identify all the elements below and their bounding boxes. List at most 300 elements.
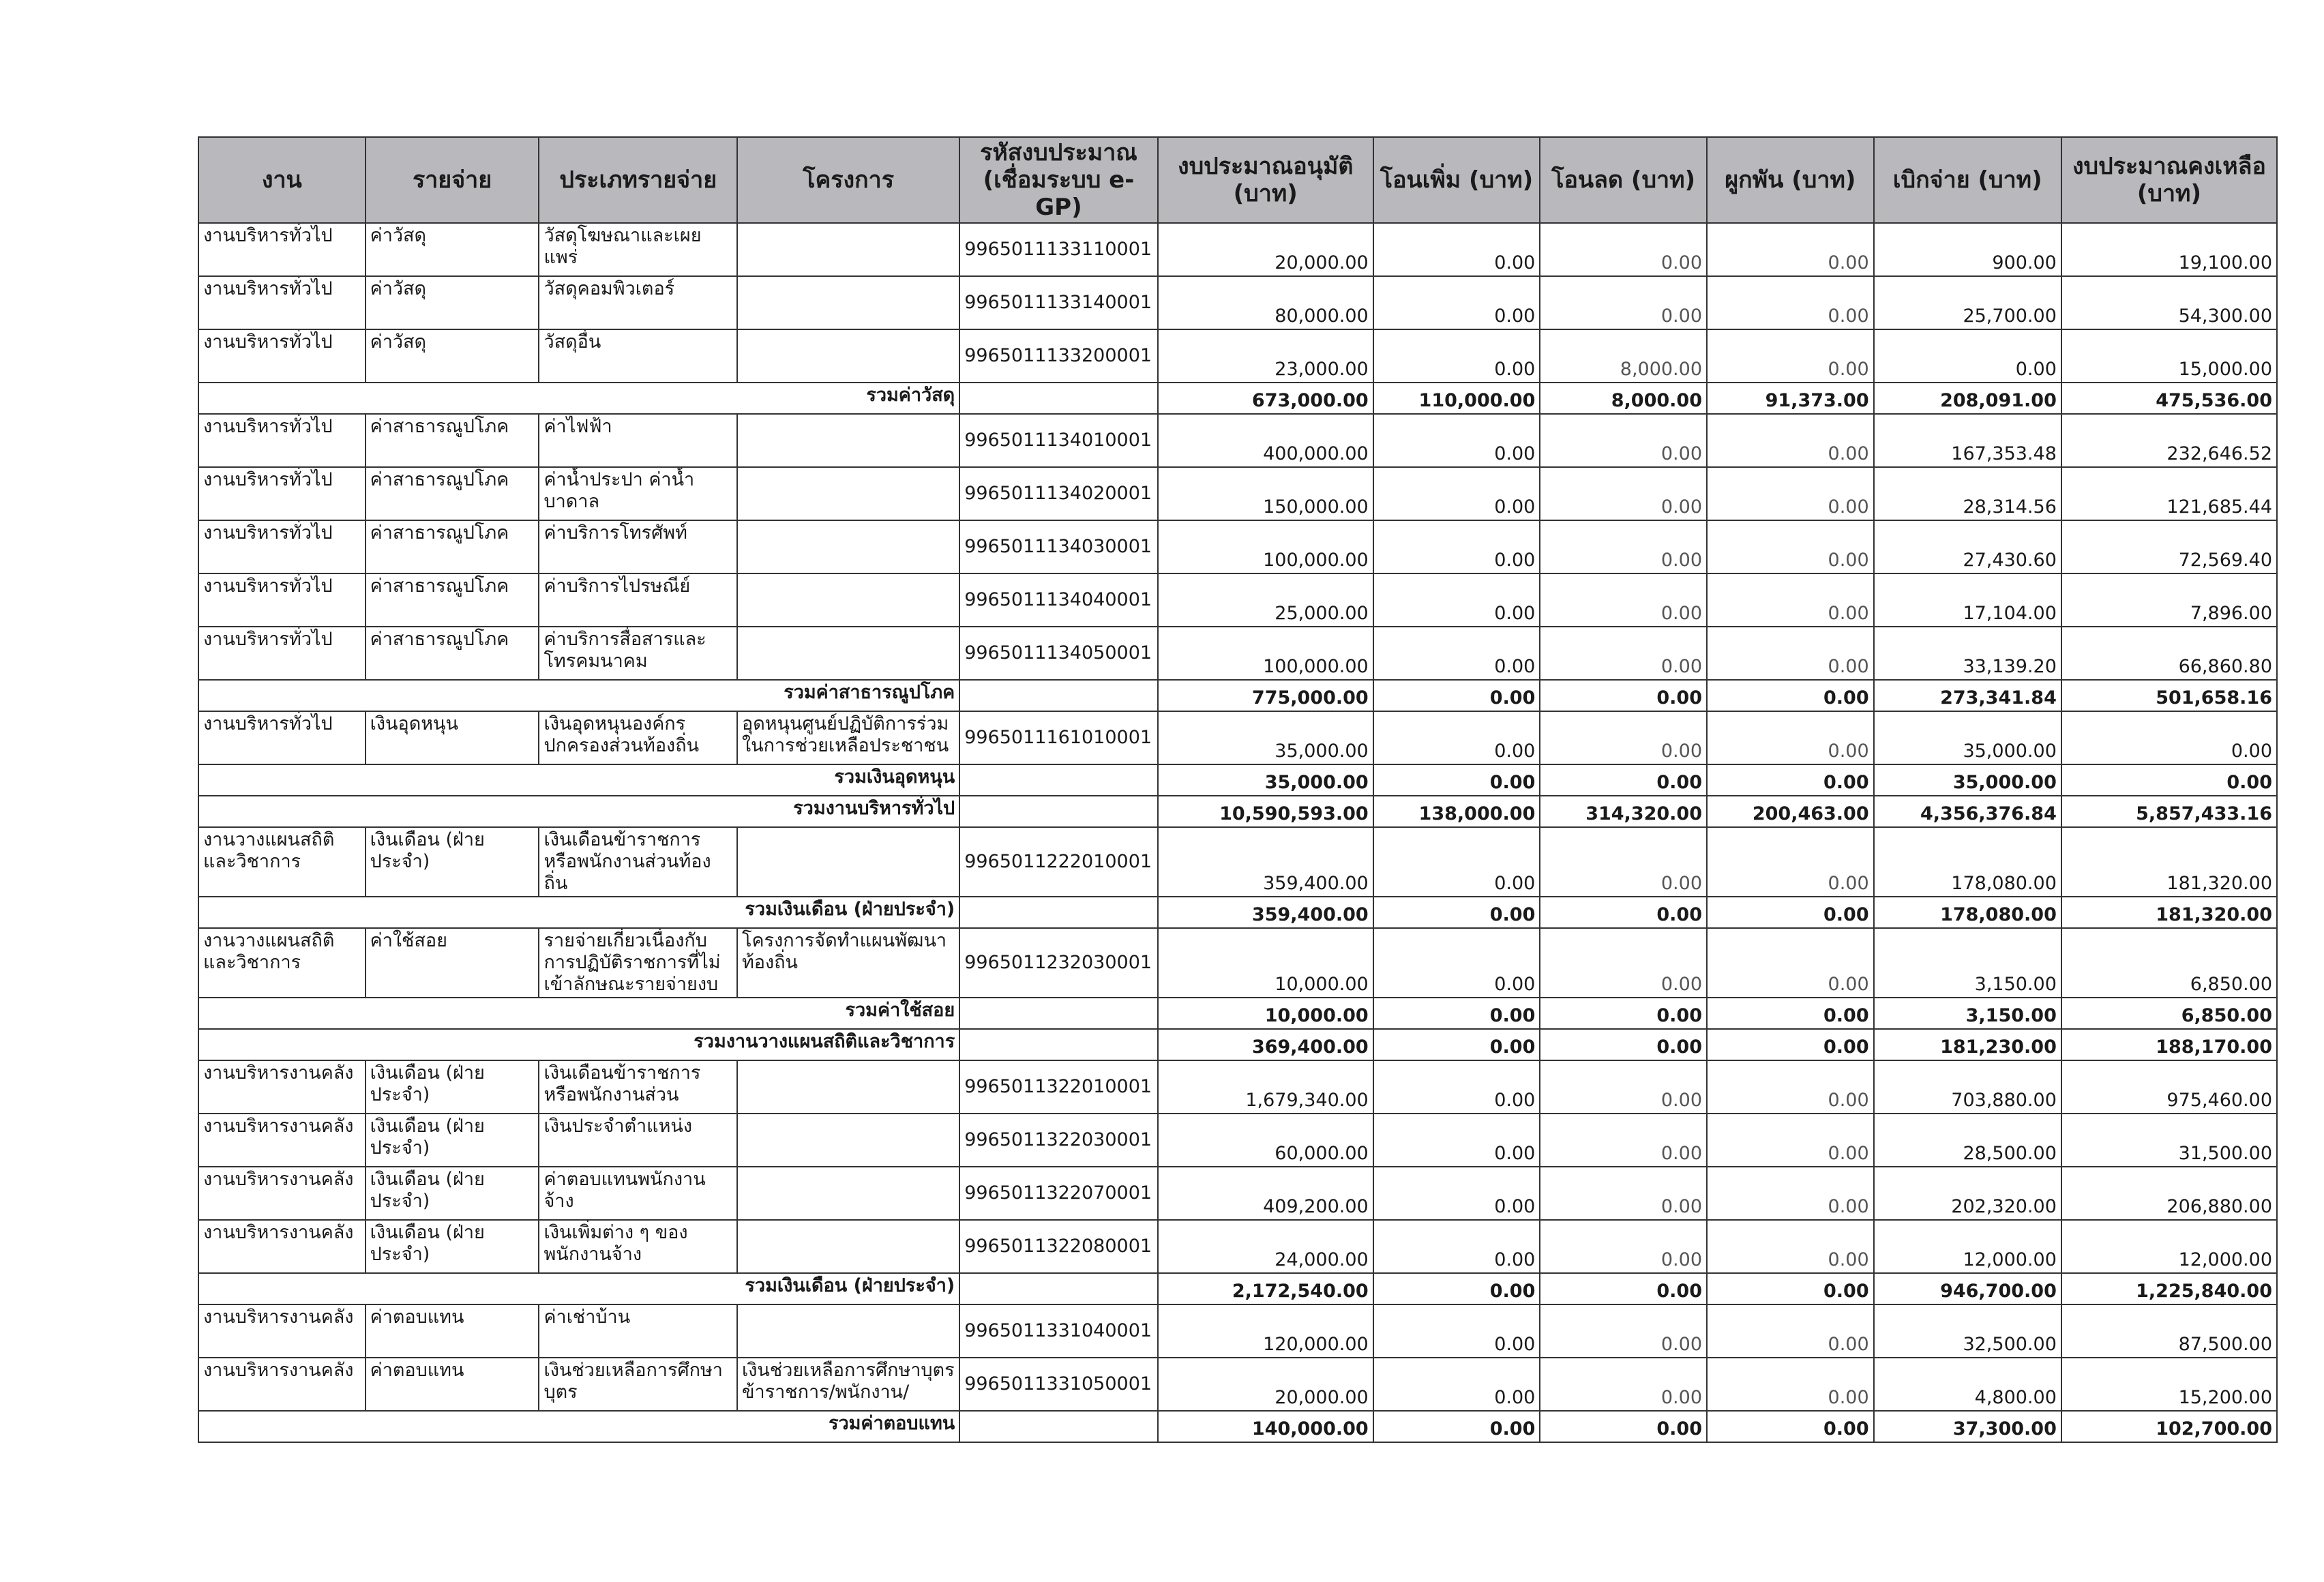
table-cell: 0.00 — [1707, 1220, 1874, 1273]
subtotal-value: 0.00 — [1540, 897, 1707, 928]
subtotal-label: รวมเงินเดือน (ฝ่ายประจำ) — [198, 1273, 959, 1304]
table-cell: 0.00 — [1373, 711, 1540, 764]
table-cell: เงินเดือน (ฝ่ายประจำ) — [366, 1114, 539, 1167]
table-cell: 0.00 — [1373, 1167, 1540, 1220]
table-cell: 0.00 — [1540, 827, 1707, 897]
subtotal-value: 0.00 — [1707, 1411, 1874, 1442]
table-cell: 400,000.00 — [1158, 414, 1373, 467]
table-cell: 0.00 — [1707, 1304, 1874, 1358]
table-cell: งานบริหารงานคลัง — [198, 1220, 366, 1273]
col-header: โครงการ — [737, 137, 959, 223]
table-cell: 0.00 — [1540, 627, 1707, 680]
table-cell: ค่าเช่าบ้าน — [539, 1304, 737, 1358]
subtotal-row — [198, 998, 2277, 1029]
table-cell: 120,000.00 — [1158, 1304, 1373, 1358]
table-cell: เงินเพิ่มต่าง ๆ ของพนักงานจ้าง — [539, 1220, 737, 1273]
col-header: โอนเพิ่ม (บาท) — [1373, 137, 1540, 223]
table-cell: งานบริหารทั่วไป — [198, 467, 366, 520]
table-cell: ค่าตอบแทน — [366, 1358, 539, 1411]
subtotal-value: 0.00 — [1373, 1029, 1540, 1060]
subtotal-value: 0.00 — [1373, 680, 1540, 711]
subtotal-value: 4,356,376.84 — [1874, 796, 2061, 827]
table-cell: 0.00 — [1707, 573, 1874, 627]
table-cell — [737, 573, 959, 627]
subtotal-value: 2,172,540.00 — [1158, 1273, 1373, 1304]
table-cell: 0.00 — [1707, 329, 1874, 383]
table-cell: งานบริหารทั่วไป — [198, 627, 366, 680]
table-cell: ค่าใช้สอย — [366, 928, 539, 998]
subtotal-value: 200,463.00 — [1707, 796, 1874, 827]
col-header: งาน — [198, 137, 366, 223]
table-row — [198, 928, 2277, 998]
table-cell: 15,200.00 — [2061, 1358, 2277, 1411]
table-cell: 0.00 — [1540, 928, 1707, 998]
table-cell: 0.00 — [1373, 1304, 1540, 1358]
table-cell: 10,000.00 — [1158, 928, 1373, 998]
col-header: งบประมาณคงเหลือ (บาท) — [2061, 137, 2277, 223]
table-row — [198, 520, 2277, 573]
table-cell: 0.00 — [1707, 1358, 1874, 1411]
table-cell — [737, 467, 959, 520]
table-cell: 9965011134020001 — [959, 467, 1158, 520]
table-cell: 87,500.00 — [2061, 1304, 2277, 1358]
table-cell — [737, 276, 959, 329]
table-cell: 24,000.00 — [1158, 1220, 1373, 1273]
table-cell: 9965011322080001 — [959, 1220, 1158, 1273]
subtotal-row — [198, 1273, 2277, 1304]
subtotal-value: 0.00 — [1707, 897, 1874, 928]
table-cell: 17,104.00 — [1874, 573, 2061, 627]
table-cell: ค่าสาธารณูปโภค — [366, 520, 539, 573]
table-cell: วัสดุโฆษณาและเผยแพร่ — [539, 223, 737, 276]
table-cell — [959, 796, 1158, 827]
subtotal-row — [198, 1029, 2277, 1060]
table-cell: ค่าวัสดุ — [366, 223, 539, 276]
table-cell — [737, 827, 959, 897]
table-cell — [737, 223, 959, 276]
table-cell: ค่าไฟฟ้า — [539, 414, 737, 467]
table-cell: งานบริหารงานคลัง — [198, 1358, 366, 1411]
table-cell: 19,100.00 — [2061, 223, 2277, 276]
table-cell: 0.00 — [1373, 520, 1540, 573]
table-cell: 1,679,340.00 — [1158, 1060, 1373, 1114]
table-cell: 0.00 — [1540, 414, 1707, 467]
table-cell: 232,646.52 — [2061, 414, 2277, 467]
subtotal-value: 0.00 — [1373, 1411, 1540, 1442]
table-cell: 0.00 — [1707, 711, 1874, 764]
subtotal-value: 6,850.00 — [2061, 998, 2277, 1029]
table-cell: ค่าตอบแทนพนักงานจ้าง — [539, 1167, 737, 1220]
table-cell: 3,150.00 — [1874, 928, 2061, 998]
table-row — [198, 414, 2277, 467]
subtotal-value: 102,700.00 — [2061, 1411, 2277, 1442]
subtotal-value: 181,230.00 — [1874, 1029, 2061, 1060]
table-row — [198, 1167, 2277, 1220]
table-cell — [959, 764, 1158, 796]
table-cell: 0.00 — [1540, 520, 1707, 573]
table-cell: 20,000.00 — [1158, 1358, 1373, 1411]
table-cell: 12,000.00 — [2061, 1220, 2277, 1273]
table-cell: ค่าวัสดุ — [366, 329, 539, 383]
subtotal-value: 140,000.00 — [1158, 1411, 1373, 1442]
table-cell: 35,000.00 — [1158, 711, 1373, 764]
table-cell: ค่าบริการโทรศัพท์ — [539, 520, 737, 573]
subtotal-value: 1,225,840.00 — [2061, 1273, 2277, 1304]
table-cell: 0.00 — [1707, 627, 1874, 680]
subtotal-value: 0.00 — [1540, 998, 1707, 1029]
subtotal-value: 314,320.00 — [1540, 796, 1707, 827]
subtotal-label: รวมค่าวัสดุ — [198, 383, 959, 414]
subtotal-value: 359,400.00 — [1158, 897, 1373, 928]
table-cell — [959, 1411, 1158, 1442]
subtotal-value: 188,170.00 — [2061, 1029, 2277, 1060]
subtotal-value: 0.00 — [2061, 764, 2277, 796]
table-cell: 202,320.00 — [1874, 1167, 2061, 1220]
table-cell: 0.00 — [1373, 1220, 1540, 1273]
subtotal-value: 0.00 — [1707, 764, 1874, 796]
table-cell: ค่าสาธารณูปโภค — [366, 414, 539, 467]
table-cell — [737, 329, 959, 383]
table-cell: ค่าน้ำประปา ค่าน้ำบาดาล — [539, 467, 737, 520]
table-row — [198, 329, 2277, 383]
table-cell — [737, 414, 959, 467]
table-cell — [959, 998, 1158, 1029]
table-cell: 9965011133140001 — [959, 276, 1158, 329]
subtotal-label: รวมค่าใช้สอย — [198, 998, 959, 1029]
table-cell: 900.00 — [1874, 223, 2061, 276]
table-cell: 0.00 — [1373, 1060, 1540, 1114]
table-cell: 975,460.00 — [2061, 1060, 2277, 1114]
subtotal-value: 178,080.00 — [1874, 897, 2061, 928]
table-cell: งานบริหารงานคลัง — [198, 1060, 366, 1114]
table-cell: 8,000.00 — [1540, 329, 1707, 383]
table-row — [198, 276, 2277, 329]
table-cell — [737, 1220, 959, 1273]
subtotal-value: 0.00 — [1373, 998, 1540, 1029]
table-cell: งานวางแผนสถิติและวิชาการ — [198, 928, 366, 998]
table-cell — [959, 383, 1158, 414]
table-cell — [737, 1060, 959, 1114]
table-cell — [737, 520, 959, 573]
table-cell: 0.00 — [1373, 573, 1540, 627]
table-cell: 15,000.00 — [2061, 329, 2277, 383]
subtotal-value: 181,320.00 — [2061, 897, 2277, 928]
table-cell: เงินช่วยเหลือการศึกษาบุตรข้าราชการ/พนักงาน/ — [737, 1358, 959, 1411]
table-cell: 100,000.00 — [1158, 627, 1373, 680]
subtotal-value: 5,857,433.16 — [2061, 796, 2277, 827]
table-cell: 0.00 — [1540, 467, 1707, 520]
table-cell: 80,000.00 — [1158, 276, 1373, 329]
table-cell: 9965011161010001 — [959, 711, 1158, 764]
table-cell: 31,500.00 — [2061, 1114, 2277, 1167]
subtotal-value: 0.00 — [1373, 764, 1540, 796]
table-cell — [959, 1273, 1158, 1304]
table-cell: 0.00 — [1373, 276, 1540, 329]
table-cell: 0.00 — [1373, 414, 1540, 467]
table-cell — [959, 1029, 1158, 1060]
table-cell: 25,000.00 — [1158, 573, 1373, 627]
table-cell: งานบริหารทั่วไป — [198, 414, 366, 467]
table-cell: 9965011322070001 — [959, 1167, 1158, 1220]
table-cell: 54,300.00 — [2061, 276, 2277, 329]
subtotal-value: 0.00 — [1707, 998, 1874, 1029]
table-cell: วัสดุอื่น — [539, 329, 737, 383]
table-cell: 9965011133110001 — [959, 223, 1158, 276]
subtotal-value: 37,300.00 — [1874, 1411, 2061, 1442]
table-cell: 0.00 — [1707, 467, 1874, 520]
table-cell: 0.00 — [1707, 414, 1874, 467]
table-cell: 0.00 — [1707, 276, 1874, 329]
table-cell: ค่าบริการไปรษณีย์ — [539, 573, 737, 627]
table-cell: เงินเดือน (ฝ่ายประจำ) — [366, 1167, 539, 1220]
table-cell — [959, 897, 1158, 928]
table-cell: 66,860.80 — [2061, 627, 2277, 680]
table-cell: 9965011331050001 — [959, 1358, 1158, 1411]
table-cell: 359,400.00 — [1158, 827, 1373, 897]
table-cell: 33,139.20 — [1874, 627, 2061, 680]
table-cell — [737, 1167, 959, 1220]
table-cell: เงินเดือนข้าราชการหรือพนักงานส่วนท้องถิ่น — [539, 827, 737, 897]
table-row — [198, 627, 2277, 680]
subtotal-value: 0.00 — [1540, 1029, 1707, 1060]
table-cell: 0.00 — [1373, 1358, 1540, 1411]
table-cell: 0.00 — [1540, 1220, 1707, 1273]
subtotal-value: 946,700.00 — [1874, 1273, 2061, 1304]
table-row — [198, 1220, 2277, 1273]
subtotal-value: 8,000.00 — [1540, 383, 1707, 414]
table-cell: 121,685.44 — [2061, 467, 2277, 520]
table-cell: 0.00 — [1707, 223, 1874, 276]
table-cell: งานวางแผนสถิติและวิชาการ — [198, 827, 366, 897]
table-cell: 0.00 — [1540, 276, 1707, 329]
table-cell: งานบริหารทั่วไป — [198, 573, 366, 627]
table-cell: ค่าบริการสื่อสารและโทรคมนาคม — [539, 627, 737, 680]
table-cell: 0.00 — [1707, 827, 1874, 897]
subtotal-value: 273,341.84 — [1874, 680, 2061, 711]
table-cell: อุดหนุนศูนย์ปฏิบัติการร่วมในการช่วยเหลือประชาชน — [737, 711, 959, 764]
table-cell: 9965011134030001 — [959, 520, 1158, 573]
table-row — [198, 1060, 2277, 1114]
table-cell: เงินเดือน (ฝ่ายประจำ) — [366, 1060, 539, 1114]
table-cell: 9965011331040001 — [959, 1304, 1158, 1358]
table-cell: 178,080.00 — [1874, 827, 2061, 897]
table-cell: เงินเดือนข้าราชการหรือพนักงานส่วน — [539, 1060, 737, 1114]
table-row — [198, 573, 2277, 627]
table-cell: 20,000.00 — [1158, 223, 1373, 276]
subtotal-value: 0.00 — [1540, 680, 1707, 711]
subtotal-value: 91,373.00 — [1707, 383, 1874, 414]
table-row — [198, 1114, 2277, 1167]
table-cell: 181,320.00 — [2061, 827, 2277, 897]
col-header: ประเภทรายจ่าย — [539, 137, 737, 223]
table-cell: 0.00 — [1540, 1304, 1707, 1358]
table-cell: วัสดุคอมพิวเตอร์ — [539, 276, 737, 329]
table-cell: รายจ่ายเกี่ยวเนื่องกับการปฏิบัติราชการที่ไม่เข้าลักษณะรายจ่ายงบ — [539, 928, 737, 998]
table-row — [198, 1304, 2277, 1358]
subtotal-value: 369,400.00 — [1158, 1029, 1373, 1060]
subtotal-value: 3,150.00 — [1874, 998, 2061, 1029]
table-cell: เงินประจำตำแหน่ง — [539, 1114, 737, 1167]
table-cell: 0.00 — [1707, 1167, 1874, 1220]
table-cell: 9965011222010001 — [959, 827, 1158, 897]
table-cell: 9965011322010001 — [959, 1060, 1158, 1114]
table-row — [198, 223, 2277, 276]
subtotal-row — [198, 1411, 2277, 1442]
table-cell: 25,700.00 — [1874, 276, 2061, 329]
table-cell: 100,000.00 — [1158, 520, 1373, 573]
table-cell: 409,200.00 — [1158, 1167, 1373, 1220]
table-cell: ค่าสาธารณูปโภค — [366, 467, 539, 520]
table-cell: 0.00 — [1540, 1358, 1707, 1411]
table-cell: 0.00 — [1540, 1114, 1707, 1167]
table-row — [198, 827, 2277, 897]
table-cell: 0.00 — [1373, 827, 1540, 897]
table-cell: 0.00 — [1874, 329, 2061, 383]
table-cell — [737, 1304, 959, 1358]
table-cell: 0.00 — [1707, 1060, 1874, 1114]
table-cell: งานบริหารงานคลัง — [198, 1304, 366, 1358]
table-cell: 9965011133200001 — [959, 329, 1158, 383]
table-row — [198, 1358, 2277, 1411]
table-cell: ค่าตอบแทน — [366, 1304, 539, 1358]
table-cell: 9965011134010001 — [959, 414, 1158, 467]
table-cell — [737, 1114, 959, 1167]
table-cell: 0.00 — [1707, 1114, 1874, 1167]
table-cell: 60,000.00 — [1158, 1114, 1373, 1167]
table-cell: 0.00 — [1707, 520, 1874, 573]
table-cell: เงินอุดหนุน — [366, 711, 539, 764]
table-cell: 9965011134040001 — [959, 573, 1158, 627]
subtotal-label: รวมเงินเดือน (ฝ่ายประจำ) — [198, 897, 959, 928]
table-cell: งานบริหารทั่วไป — [198, 276, 366, 329]
table-body — [198, 223, 2277, 1442]
table-cell: งานบริหารทั่วไป — [198, 711, 366, 764]
table-cell: งานบริหารงานคลัง — [198, 1114, 366, 1167]
table-cell — [737, 627, 959, 680]
subtotal-value: 138,000.00 — [1373, 796, 1540, 827]
table-cell: 28,500.00 — [1874, 1114, 2061, 1167]
subtotal-value: 0.00 — [1540, 1273, 1707, 1304]
subtotal-row — [198, 680, 2277, 711]
table-cell: 0.00 — [1540, 711, 1707, 764]
table-cell: 72,569.40 — [2061, 520, 2277, 573]
table-cell: 0.00 — [1373, 928, 1540, 998]
table-cell: เงินเดือน (ฝ่ายประจำ) — [366, 827, 539, 897]
table-cell: 28,314.56 — [1874, 467, 2061, 520]
table-cell: 0.00 — [1707, 928, 1874, 998]
table-cell: 0.00 — [2061, 711, 2277, 764]
subtotal-value: 35,000.00 — [1874, 764, 2061, 796]
table-cell: 0.00 — [1373, 223, 1540, 276]
table-cell: 9965011232030001 — [959, 928, 1158, 998]
table-cell: 0.00 — [1540, 1167, 1707, 1220]
table-cell: 0.00 — [1373, 467, 1540, 520]
table-cell: เงินอุดหนุนองค์กรปกครองส่วนท้องถิ่น — [539, 711, 737, 764]
table-cell: 7,896.00 — [2061, 573, 2277, 627]
table-cell: 0.00 — [1540, 573, 1707, 627]
table-cell: งานบริหารงานคลัง — [198, 1167, 366, 1220]
subtotal-label: รวมค่าสาธารณูปโภค — [198, 680, 959, 711]
subtotal-label: รวมงานวางแผนสถิติและวิชาการ — [198, 1029, 959, 1060]
subtotal-label: รวมค่าตอบแทน — [198, 1411, 959, 1442]
budget-sheet — [198, 136, 2278, 1493]
subtotal-value: 0.00 — [1707, 1273, 1874, 1304]
col-header: รหัสงบประมาณ (เชื่อมระบบ e-GP) — [959, 137, 1158, 223]
table-cell: โครงการจัดทำแผนพัฒนาท้องถิ่น — [737, 928, 959, 998]
col-header: โอนลด (บาท) — [1540, 137, 1707, 223]
table-cell: 12,000.00 — [1874, 1220, 2061, 1273]
table-cell: 9965011134050001 — [959, 627, 1158, 680]
subtotal-value: 775,000.00 — [1158, 680, 1373, 711]
subtotal-value: 10,590,593.00 — [1158, 796, 1373, 827]
col-header: เบิกจ่าย (บาท) — [1874, 137, 2061, 223]
table-cell — [959, 680, 1158, 711]
subtotal-value: 0.00 — [1373, 897, 1540, 928]
table-cell: 0.00 — [1373, 627, 1540, 680]
subtotal-value: 0.00 — [1373, 1273, 1540, 1304]
table-cell: 0.00 — [1373, 1114, 1540, 1167]
table-cell: 27,430.60 — [1874, 520, 2061, 573]
table-cell: 35,000.00 — [1874, 711, 2061, 764]
subtotal-value: 208,091.00 — [1874, 383, 2061, 414]
table-cell: 167,353.48 — [1874, 414, 2061, 467]
subtotal-value: 501,658.16 — [2061, 680, 2277, 711]
subtotal-value: 0.00 — [1540, 1411, 1707, 1442]
table-cell: เงินเดือน (ฝ่ายประจำ) — [366, 1220, 539, 1273]
table-cell: 703,880.00 — [1874, 1060, 2061, 1114]
subtotal-value: 0.00 — [1540, 764, 1707, 796]
subtotal-row — [198, 764, 2277, 796]
header-row — [198, 137, 2277, 223]
table-cell: ค่าสาธารณูปโภค — [366, 573, 539, 627]
subtotal-value: 0.00 — [1707, 1029, 1874, 1060]
table-cell: 0.00 — [1373, 329, 1540, 383]
subtotal-value: 35,000.00 — [1158, 764, 1373, 796]
table-cell: งานบริหารทั่วไป — [198, 520, 366, 573]
table-cell: ค่าวัสดุ — [366, 276, 539, 329]
table-cell: 4,800.00 — [1874, 1358, 2061, 1411]
subtotal-row — [198, 383, 2277, 414]
table-cell: 23,000.00 — [1158, 329, 1373, 383]
table-row — [198, 711, 2277, 764]
budget-table — [198, 136, 2278, 1443]
table-cell: 0.00 — [1540, 1060, 1707, 1114]
table-cell: 32,500.00 — [1874, 1304, 2061, 1358]
table-row — [198, 467, 2277, 520]
table-cell: เงินช่วยเหลือการศึกษาบุตร — [539, 1358, 737, 1411]
subtotal-value: 673,000.00 — [1158, 383, 1373, 414]
table-cell: งานบริหารทั่วไป — [198, 223, 366, 276]
table-cell: 150,000.00 — [1158, 467, 1373, 520]
col-header: งบประมาณอนุมัติ (บาท) — [1158, 137, 1373, 223]
table-cell: ค่าสาธารณูปโภค — [366, 627, 539, 680]
table-cell: 9965011322030001 — [959, 1114, 1158, 1167]
subtotal-row — [198, 897, 2277, 928]
table-cell: งานบริหารทั่วไป — [198, 329, 366, 383]
subtotal-value: 10,000.00 — [1158, 998, 1373, 1029]
table-cell: 0.00 — [1540, 223, 1707, 276]
subtotal-label: รวมงานบริหารทั่วไป — [198, 796, 959, 827]
col-header: ผูกพัน (บาท) — [1707, 137, 1874, 223]
subtotal-row — [198, 796, 2277, 827]
table-cell: 6,850.00 — [2061, 928, 2277, 998]
col-header: รายจ่าย — [366, 137, 539, 223]
subtotal-value: 0.00 — [1707, 680, 1874, 711]
table-cell: 206,880.00 — [2061, 1167, 2277, 1220]
subtotal-label: รวมเงินอุดหนุน — [198, 764, 959, 796]
subtotal-value: 110,000.00 — [1373, 383, 1540, 414]
subtotal-value: 475,536.00 — [2061, 383, 2277, 414]
